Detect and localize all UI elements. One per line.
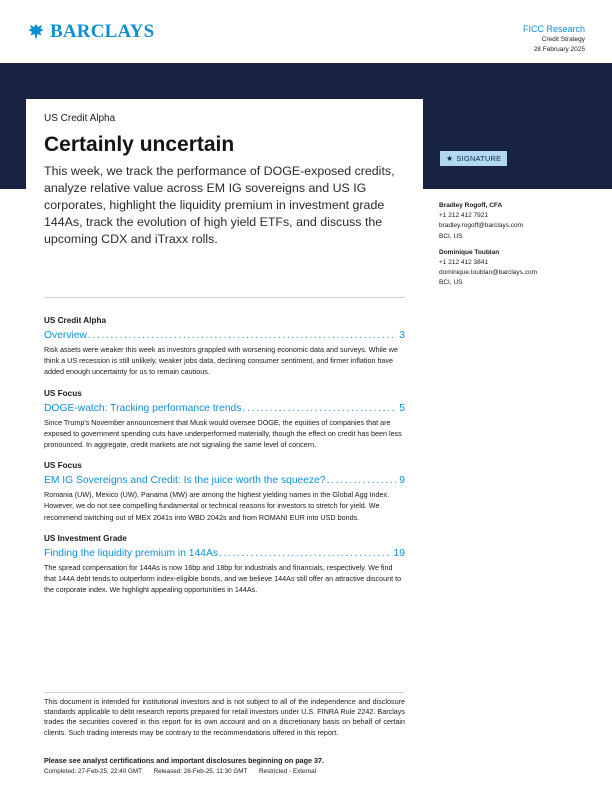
released-time: Released: 28-Feb-25, 11:30 GMT xyxy=(153,768,248,775)
author-name: Bradley Rogoff, CFA xyxy=(439,202,503,209)
author-phone: +1 212 412 3841 xyxy=(439,259,488,267)
section-summary: The spread compensation for 144As is now 16bp and 18bp for industrials and financials, respectively. We find that 144A debt tends to outperform index-eligible bonds, and we believe 144As still offer an attractive discount to the corporate index. We highlight appealing opportunities in 144As. xyxy=(44,562,402,595)
section-heading[interactable]: Finding the liquidity premium in 144As xyxy=(44,547,218,559)
badge-label: SIGNATURE xyxy=(456,154,502,163)
toc-divider xyxy=(44,297,405,298)
report-date: 28 February 2025 xyxy=(533,45,585,53)
author-name: Dominique Toublan xyxy=(439,248,500,256)
section-summary: Risk assets were weaker this week as investors grappled with worsening economic data and surveys. While we think a US recession is still unlikely, weaker jobs data, declining consumer sentiment, and firmer inflation have added enough uncertainty for us to remain cautious. xyxy=(44,345,398,377)
release-meta xyxy=(44,767,316,776)
disclaimer: This document is intended for institutional investors and is not subject to all of the independence and disclosure standards applicable to debt research reports prepared for retail investors under U.S. FINRA Rule 2242. Barclays trades the securities covered in this report for its own account and on a discretionary basis on behalf of certain clients. Such trading interests may be contrary to the recommendations offered in this report. xyxy=(44,697,405,737)
classification: Restricted - External xyxy=(258,768,317,775)
report-title: Certainly uncertain xyxy=(44,133,235,156)
subject: Credit Strategy xyxy=(541,36,585,43)
toc-section xyxy=(44,533,405,596)
certifications-note: Please see analyst certifications and important disclosures beginning on page 37. xyxy=(44,756,324,765)
author xyxy=(439,248,537,289)
brand-name: BARCLAYS xyxy=(50,21,155,42)
section-link[interactable] xyxy=(44,474,405,488)
section-label: US Focus xyxy=(44,461,82,471)
leader-dots xyxy=(218,547,391,561)
report-series: US Credit Alpha xyxy=(44,113,116,124)
report-lead: This week, we track the performance of DOGE-exposed credits, analyze relative value across EM IG sovereigns and US IG corporates, highlight the liquidity premium in investment grade 144As, track the evolution of high yield ETFs, and discuss the upcoming CDX and iTraxx rolls. xyxy=(44,164,395,246)
signature-badge xyxy=(440,151,507,166)
section-page[interactable]: 19 xyxy=(393,547,405,559)
section-page[interactable]: 3 xyxy=(399,330,405,341)
leader-dots xyxy=(241,402,396,416)
section-page[interactable]: 5 xyxy=(399,402,405,414)
author-phone: +1 212 412 7921 xyxy=(439,212,488,220)
author-entity: BCI, US xyxy=(439,232,463,240)
author-entity: BCI, US xyxy=(439,279,463,287)
section-heading[interactable]: Overview xyxy=(44,330,87,341)
leader-dots xyxy=(87,329,396,343)
section-heading[interactable]: DOGE-watch: Tracking performance trends xyxy=(44,402,242,414)
department: FICC Research xyxy=(522,24,585,34)
title-card xyxy=(26,99,423,299)
section-summary: Since Trump's November announcement that Musk would oversee DOGE, the equities of companies that are exposed to government spending cuts have underperformed materially, though the effect on credit has been less pronounced. In aggregate, credit markets are not signaling the same level of concern. xyxy=(44,417,402,450)
section-page[interactable]: 9 xyxy=(399,475,405,487)
footer-divider xyxy=(44,692,405,693)
section-summary: Romania (UW), Mexico (UW), Panama (MW) are among the highest yielding names in the Global Agg Index. However, we do not see compelling fundamental or technical reasons for investors to stretch for yield. We recommend switching out of MEX 2041s into WBD 2042s and from ROMANI EUR into USD bonds. xyxy=(44,490,390,522)
eagle-icon xyxy=(26,22,46,42)
authors xyxy=(439,201,537,289)
section-link[interactable] xyxy=(44,402,405,416)
report-header xyxy=(523,24,585,54)
section-label: US Credit Alpha xyxy=(44,316,107,325)
barclays-logo xyxy=(26,22,154,42)
section-link[interactable] xyxy=(44,329,405,343)
section-link[interactable] xyxy=(44,547,405,561)
author-email[interactable]: dominique.toublan@barclays.com xyxy=(439,269,538,277)
completed-time: Completed: 27-Feb-25, 22:40 GMT xyxy=(44,768,142,775)
leader-dots xyxy=(326,474,397,488)
star-icon: ★ xyxy=(446,154,454,163)
section-heading[interactable]: EM IG Sovereigns and Credit: Is the juice worth the squeeze? xyxy=(44,475,326,487)
table-of-contents xyxy=(44,315,405,605)
author xyxy=(439,201,537,242)
author-email[interactable]: bradley.rogoff@barclays.com xyxy=(439,222,524,230)
toc-section xyxy=(44,315,405,378)
toc-section xyxy=(44,460,405,523)
toc-section xyxy=(44,388,405,451)
section-label: US Focus xyxy=(44,388,82,398)
section-label: US Investment Grade xyxy=(44,533,127,543)
